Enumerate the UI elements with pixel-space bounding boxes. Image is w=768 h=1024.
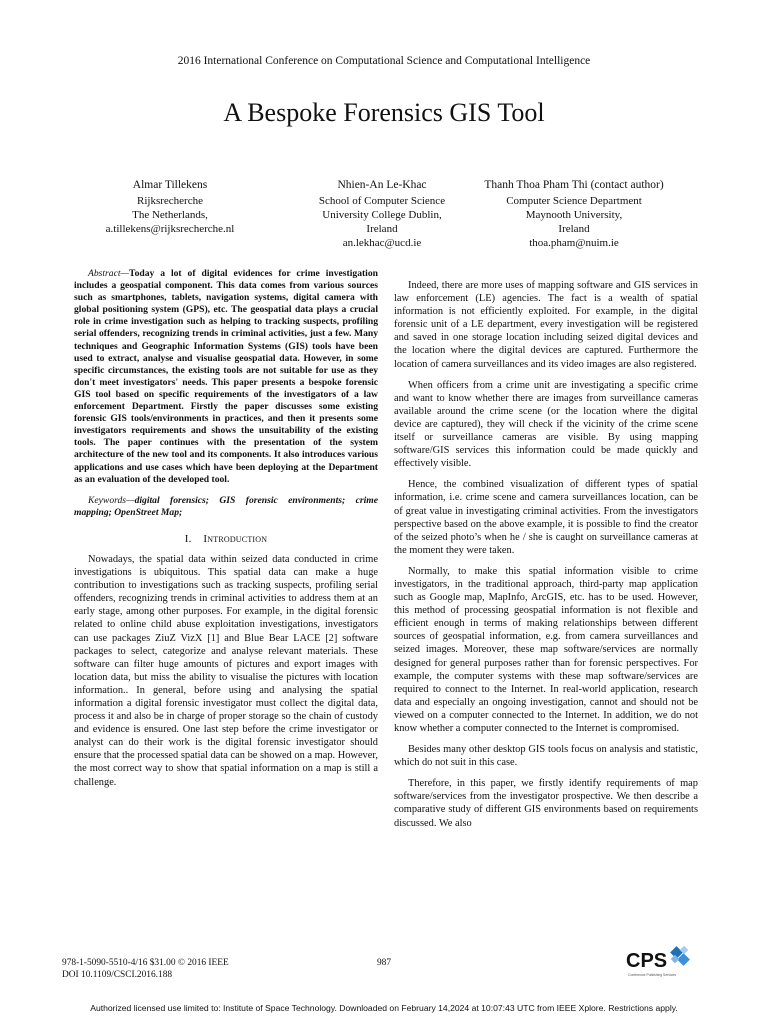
author-affiliation: Rijksrecherche (137, 195, 203, 207)
author-name: Thanh Thoa Pham Thi (contact author) (484, 179, 664, 191)
author-block-2 (282, 178, 482, 250)
author-affiliation: Ireland (558, 223, 590, 235)
authorized-use-notice: Authorized licensed use limited to: Institute of Space Technology. Downloaded on February 14,2024 at 10:07:43 UTC from IEEE Xplore. Restrictions apply. (90, 1003, 678, 1013)
author-affiliation: Ireland (366, 223, 398, 235)
left-column (74, 268, 378, 797)
author-affiliation: Computer Science Department (506, 195, 642, 207)
diamond-icon (670, 946, 690, 966)
cps-logo-text: CPS (626, 950, 668, 972)
paragraph: When officers from a crime unit are investigating a specific crime and want to know whether there are images from surveillance cameras available around the crime scene (or the location where the digital device are captured), they will check if the vicinity of the crime scene itself or surveillance cameras are visible. By using mapping software/GIS services this information could be made quickly and effectively visible. (394, 379, 698, 470)
author-block-1 (70, 178, 270, 236)
section-title: Introduction (203, 532, 268, 545)
paragraph: Indeed, there are more uses of mapping software and GIS services in law enforcement (LE) agencies. The fact is a wealth of spatial information is not efficiently exploited. For example, in the digital forensic unit of a LE department, every investigation will be registered and saved in one storage location including seized digital devices and the location where the digital devices are captured. Furthermore the location of camera surveillances and its video images are also registered. (394, 280, 698, 370)
cps-logo-subtext: Conference Publishing Services (628, 973, 677, 977)
author-affiliation: The Netherlands, (132, 209, 208, 221)
author-affiliation: University College Dublin, (322, 209, 442, 221)
author-affiliation: Maynooth University, (525, 209, 623, 221)
section-number: I. (184, 532, 192, 545)
paragraph: Normally, to make this spatial information visible to crime investigators, in the traditional approach, third-party map application such as Google map, MapInfo, ArcGIS, etc. has to be used. However, this method of processing geospatial information is not flexible and efficient enough in terms of making relationships between different sources of geospatial information, e.g. from camera surveillances and seized images. Moreover, these map software/services are normally designed for general purposes rather than for forensic perspectives. For example, the computer systems with these map software/services are required to connect to the Internet. In real-world application, research data and especially an ongoing investigation, cannot and should not be viewed on a computer connected to the Internet. In addition, we do not know whether a computer connected to the Internet is compromised. (394, 565, 698, 734)
abstract (74, 268, 378, 486)
abstract-text: Today a lot of digital evidences for crime investigation includes a geospatial component. This data comes from various sources such as smartphones, tablets, navigation systems, digital camera with global positioning system (GPS), etc. The geospatial data plays a crucial role in crime investigation such as helping to tracking suspects, profiling serial offenders, recognizing trends in criminal activities, just a few. Many techniques and Geographic Information Systems (GIS) tools have been used to extract, analyse and visualise geospatial data. However, in some specific circumstances, the existing tools are not suitable for use as they don't meet investigators' needs. This paper presents a bespoke forensic GIS tool based on specific requirements of the investigators of a law enforcement Department. Firstly the paper discusses some existing forensic GIS tools/environments in practices, and then it presents some investigators requirements and shows the unsuitability of the existing tools. The paper continues with the presentation of the system architecture of the new tool and its components. It also introduces various applications and use cases which have been deploying at the Department as an evaluation of the developed tool. (74, 268, 378, 485)
cps-logo-icon (626, 944, 698, 978)
paper-title: A Bespoke Forensics GIS Tool (223, 98, 545, 127)
keywords (74, 495, 378, 519)
footer-isbn: 978-1-5090-5510-4/16 $31.00 © 2016 IEEE (62, 958, 229, 968)
page-number: 987 (376, 958, 392, 968)
footer-doi: DOI 10.1109/CSCI.2016.188 (62, 970, 173, 980)
abstract-lead: Abstract— (88, 268, 130, 279)
author-name: Nhien-An Le-Khac (337, 179, 427, 191)
paragraph: Besides many other desktop GIS tools focus on analysis and statistic, which do not suit in this case. (394, 744, 698, 769)
right-column (394, 279, 698, 838)
author-email: thoa.pham@nuim.ie (529, 237, 619, 249)
author-affiliation: School of Computer Science (318, 195, 446, 207)
keywords-text: digital forensics; GIS forensic environments; crime mapping; OpenStreet Map; (74, 494, 378, 518)
cps-logo (626, 944, 698, 978)
author-email: an.lekhac@ucd.ie (342, 237, 422, 249)
author-block-3 (458, 178, 690, 250)
paragraph: Nowadays, the spatial data within seized data conducted in crime investigations is ubiquitous. This spatial data can make a huge contribution to investigations such as tracking suspects, profiling serial offenders, recognizing trends in criminal activities to address them at an early stage, among other purposes. For example, in the digital forensic related to online child abuse exploitation investigations, investigators can use packages ZiuZ VizX [1] and Blue Bear LACE [2] software packages to select, categorize and analyse relevant materials. These software can filter huge amounts of pictures and export images with location data, but miss the ability to visualise the pictures with location information.. In general, before using and analysing the spatial information a digital forensic investigator must collect the digital data, process it and also be in charge of proper storage so the chain of custody and evidence is ensured. One last step before the crime investigator or analyst can do their work is the digital forensic investigator should ensure that the processed spatial data can be showed on a map. However, the most correct way to show that spatial information on a map is still a challenge. (74, 553, 378, 788)
paragraph: Hence, the combined visualization of different types of spatial information, i.e. crime scene and camera surveillances location, can be of great value in investigating criminal activities. From the investigators perspective based on the above example, it is possible to find the creator of the seized photo’s when he / she is caught on surveillance cameras at the moment they were taken. (394, 479, 698, 556)
section-heading (74, 533, 378, 546)
paragraph: Therefore, in this paper, we firstly identify requirements of map software/services from the investigator prospective. We then describe a comparative study of different GIS environments based on requirements discussed. We also (394, 778, 698, 829)
author-name: Almar Tillekens (132, 179, 208, 191)
conference-name: 2016 International Conference on Computational Science and Computational Intelligence (177, 55, 591, 67)
keywords-lead: Keywords— (88, 494, 135, 506)
author-email: a.tillekens@rijksrecherche.nl (105, 223, 235, 235)
